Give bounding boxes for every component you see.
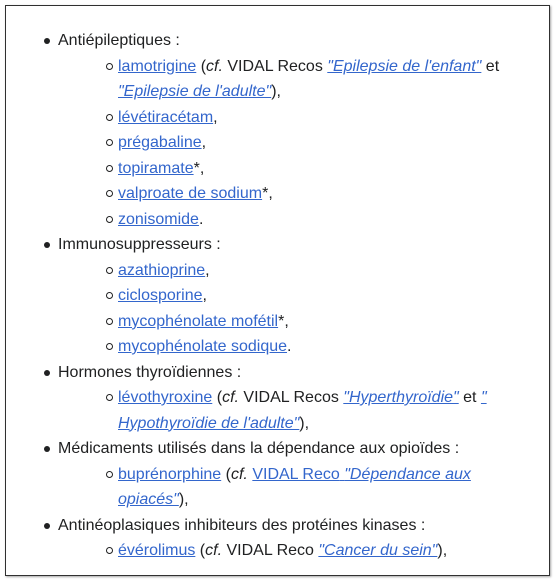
punctuation: , <box>202 287 207 304</box>
punctuation: ( <box>195 542 206 559</box>
list-item <box>118 105 528 131</box>
punctuation: , <box>201 134 207 151</box>
drug-list <box>58 258 528 360</box>
reco-link-label: VIDAL Reco <box>252 465 340 483</box>
category-label: Immunosuppresseurs : <box>58 236 221 253</box>
category-label: Hormones thyroïdiennes : <box>58 363 242 381</box>
drug-link[interactable]: mycophénolate mofétil <box>118 312 279 330</box>
category-dependance-opioides <box>58 436 528 513</box>
cf-text: cf. <box>222 389 239 406</box>
circle-bullet-icon <box>106 165 113 172</box>
punctuation: . <box>287 338 292 355</box>
circle-bullet-icon <box>106 190 113 197</box>
punctuation: ), <box>178 491 189 508</box>
drug-link[interactable]: prégabaline <box>118 134 202 151</box>
punctuation: , <box>205 261 210 279</box>
drug-link[interactable]: évérolimus <box>118 542 196 559</box>
category-label: Antiépileptiques : <box>58 32 180 49</box>
list-item <box>118 181 528 207</box>
category-immunosuppresseurs <box>58 232 528 360</box>
punctuation: ), <box>299 414 310 432</box>
drug-list <box>58 54 528 233</box>
punctuation: ), <box>437 542 448 559</box>
drug-link[interactable]: lamotrigine <box>118 57 197 75</box>
punctuation: *, <box>262 185 273 202</box>
bullet-icon <box>44 370 50 376</box>
punctuation: ( <box>212 389 223 406</box>
category-antineoplasiques <box>58 513 528 564</box>
circle-bullet-icon <box>106 216 113 223</box>
drug-link[interactable]: lévétiracétam <box>118 108 214 126</box>
bullet-icon <box>44 242 50 248</box>
category-hormones-thyroidiennes <box>58 360 528 437</box>
reco-link[interactable]: " Hypothyroïdie de l'adulte" <box>118 389 487 432</box>
punctuation: *, <box>193 159 205 177</box>
circle-bullet-icon <box>106 343 113 350</box>
circle-bullet-icon <box>106 471 113 478</box>
category-label: Médicaments utilisés dans la dépendance aux opioïdes : <box>58 440 460 457</box>
bullet-icon <box>44 38 50 44</box>
reco-link[interactable]: "Epilepsie de l'enfant" <box>327 57 482 75</box>
drug-link[interactable]: ciclosporine <box>118 287 203 304</box>
drug-link[interactable]: azathioprine <box>118 261 206 279</box>
reco-text: VIDAL Recos <box>238 389 344 406</box>
conjunction: et <box>481 57 500 75</box>
content-box <box>5 5 550 576</box>
circle-bullet-icon <box>106 547 113 554</box>
drug-list <box>58 385 528 436</box>
cf-text: cf. <box>206 57 223 75</box>
reco-link-title: "Dépendance aux opiacés" <box>118 465 471 508</box>
drug-link[interactable]: valproate de sodium <box>118 185 263 202</box>
drug-list <box>58 462 528 513</box>
reco-link[interactable]: "Hyperthyroïdie" <box>343 389 459 406</box>
list-item <box>118 334 528 360</box>
cf-text: cf. <box>205 542 223 559</box>
bullet-icon <box>44 446 50 452</box>
drug-link[interactable]: lévothyroxine <box>118 389 213 406</box>
circle-bullet-icon <box>106 139 113 146</box>
circle-bullet-icon <box>106 318 113 325</box>
list-item <box>118 283 528 309</box>
conjunction: et <box>458 389 481 406</box>
drug-link[interactable]: buprénorphine <box>118 465 222 483</box>
punctuation: ), <box>271 83 281 100</box>
reco-text: VIDAL Recos <box>222 57 328 75</box>
list-item <box>118 258 528 284</box>
bullet-icon <box>44 523 50 529</box>
list-item <box>118 309 528 335</box>
punctuation: *, <box>278 312 289 330</box>
reco-link[interactable]: "Epilepsie de l'adulte" <box>118 83 272 100</box>
punctuation: , <box>213 108 218 126</box>
cf-text: cf. <box>230 465 248 483</box>
list-item <box>118 156 528 182</box>
list-item <box>118 462 528 513</box>
punctuation: ( <box>221 465 231 483</box>
category-antiepileptiques <box>58 28 528 232</box>
drug-link[interactable]: zonisomide <box>118 210 199 228</box>
drug-list <box>58 538 528 564</box>
punctuation: ( <box>196 57 207 75</box>
list-item <box>118 54 528 105</box>
list-item <box>118 538 528 564</box>
list-item <box>118 207 528 233</box>
category-list <box>58 28 528 564</box>
punctuation: . <box>198 210 204 228</box>
reco-text: VIDAL Reco <box>222 542 319 559</box>
circle-bullet-icon <box>106 267 113 274</box>
list-item <box>118 385 528 436</box>
circle-bullet-icon <box>106 292 113 299</box>
reco-link[interactable]: "Cancer du sein" <box>318 542 438 559</box>
circle-bullet-icon <box>106 114 113 121</box>
list-item <box>118 130 528 156</box>
category-label: Antinéoplasiques inhibiteurs des protéines kinases : <box>58 516 426 534</box>
drug-link[interactable]: topiramate <box>118 159 194 177</box>
drug-link[interactable]: mycophénolate sodique <box>118 338 288 355</box>
circle-bullet-icon <box>106 63 113 70</box>
circle-bullet-icon <box>106 394 113 401</box>
